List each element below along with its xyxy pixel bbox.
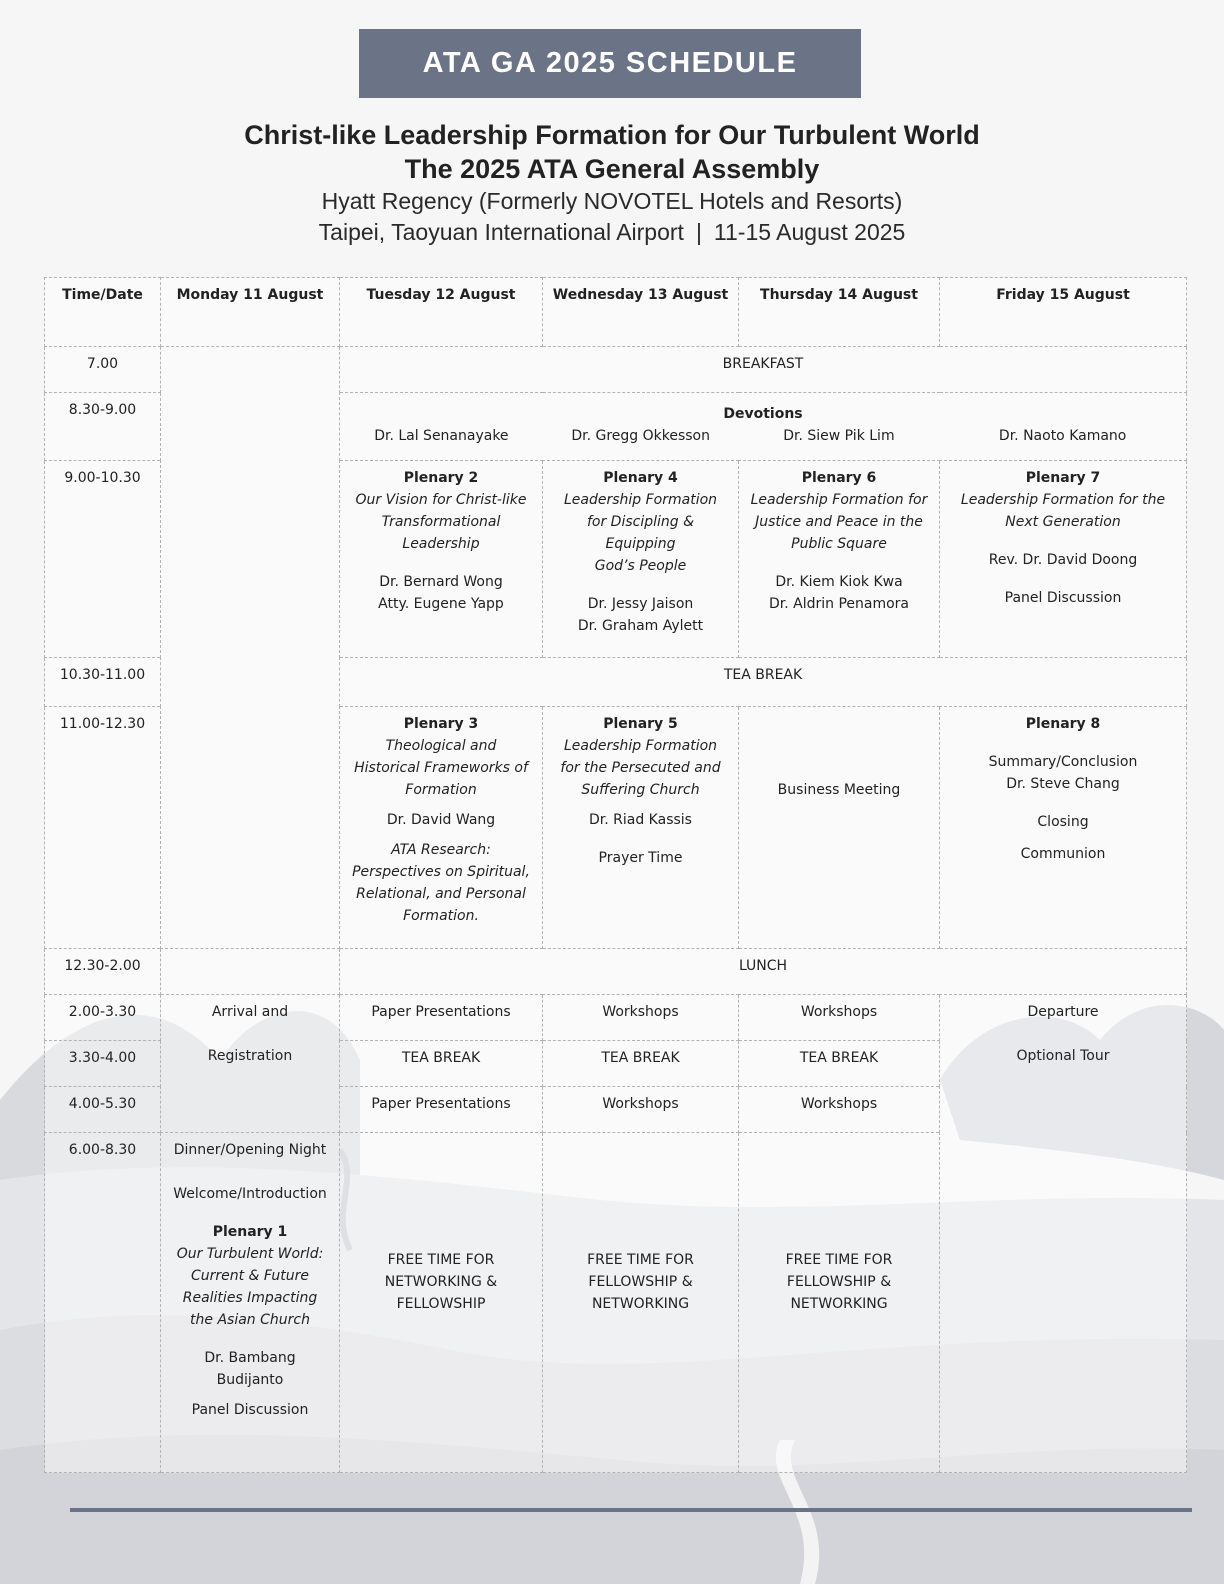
thursday-workshops: Workshops: [739, 995, 940, 1041]
session-topic: Leadership Formation for: [750, 492, 928, 508]
free-time-line: FELLOWSHIP &: [588, 1274, 693, 1290]
session-topic: Current & Future: [190, 1268, 310, 1284]
wednesday-workshops: Workshops: [543, 995, 739, 1041]
dinner-text: Dinner/Opening Night: [173, 1142, 327, 1158]
panel-discussion: Panel Discussion: [1004, 590, 1122, 606]
research-note: ATA Research:: [391, 842, 491, 858]
wednesday-plenary-5: [543, 707, 739, 949]
breakfast-cell: BREAKFAST: [340, 347, 1187, 393]
lunch-cell: LUNCH: [340, 949, 1187, 995]
time-cell: 2.00-3.30: [45, 995, 161, 1041]
session-topic: Formation: [405, 782, 477, 798]
session-topic: Leadership Formation for the: [960, 492, 1166, 508]
wednesday-tea-break: TEA BREAK: [543, 1041, 739, 1087]
business-meeting: Business Meeting: [777, 782, 901, 798]
wednesday-plenary-4: [543, 461, 739, 658]
session-topic: Leadership Formation: [563, 492, 718, 508]
header-time: Time/Date: [45, 278, 161, 347]
free-time-line: FREE TIME FOR: [785, 1252, 893, 1268]
prayer-time: Prayer Time: [598, 850, 683, 866]
free-time-line: FELLOWSHIP: [396, 1296, 486, 1312]
session-title: Plenary 5: [603, 716, 678, 732]
communion: Communion: [1020, 846, 1106, 862]
thursday-plenary-6: [739, 461, 940, 658]
separator: |: [695, 219, 702, 245]
header-wednesday: Wednesday 13 August: [543, 278, 739, 347]
friday-plenary-7: [940, 461, 1187, 658]
devotion-speaker: Dr. Naoto Kamano: [998, 428, 1127, 444]
tuesday-tea-break: TEA BREAK: [340, 1041, 543, 1087]
thursday-tea-break: TEA BREAK: [739, 1041, 940, 1087]
research-note: Perspectives on Spiritual,: [352, 864, 530, 880]
session-title: Plenary 1: [212, 1224, 288, 1240]
friday-departure: [940, 995, 1187, 1473]
departure-text: Departure: [1027, 1004, 1099, 1020]
wednesday-workshops: Workshops: [543, 1087, 739, 1133]
speaker: Dr. Kiem Kiok Kwa: [775, 574, 903, 590]
welcome-text: Welcome/Introduction: [173, 1186, 327, 1202]
speaker: Dr. David Wang: [386, 812, 496, 828]
row-afternoon-1: [45, 995, 1187, 1041]
session-topic: Our Turbulent World:: [176, 1246, 324, 1262]
session-topic: Transformational: [381, 514, 501, 530]
session-topic: Suffering Church: [581, 782, 700, 798]
devotion-speaker: Dr. Siew Pik Lim: [783, 428, 895, 444]
event-dates: 11-15 August 2025: [713, 219, 906, 245]
row-breakfast: [45, 347, 1187, 393]
speaker: Dr. Jessy Jaison: [587, 596, 694, 612]
devotions-speakers: [340, 425, 1186, 447]
free-time-line: NETWORKING: [790, 1296, 888, 1312]
session-topic: Next Generation: [1005, 514, 1121, 530]
time-cell: 10.30-11.00: [45, 658, 161, 707]
speaker: Dr. Riad Kassis: [589, 812, 692, 828]
tuesday-paper-presentations: Paper Presentations: [340, 995, 543, 1041]
devotions-cell: [340, 393, 1187, 461]
wednesday-free-time: [543, 1133, 739, 1473]
header-thursday: Thursday 14 August: [739, 278, 940, 347]
session-title: Plenary 6: [801, 470, 877, 486]
event-location: Taipei, Taoyuan International Airport: [318, 219, 684, 245]
tuesday-plenary-2: [340, 461, 543, 658]
session-topic: for Discipling &: [586, 514, 695, 530]
closing: Closing: [1037, 814, 1089, 830]
speaker: Dr. Bernard Wong: [379, 574, 503, 590]
session-title: Plenary 8: [1025, 716, 1101, 732]
session-topic: the Asian Church: [190, 1312, 310, 1328]
time-cell: 9.00-10.30: [45, 461, 161, 658]
friday-plenary-8: [940, 707, 1187, 949]
tuesday-free-time: [340, 1133, 543, 1473]
devotions-label: Devotions: [723, 406, 803, 422]
thursday-business-meeting: [739, 707, 940, 949]
panel-discussion: Panel Discussion: [191, 1402, 309, 1418]
event-location-line: [0, 217, 1224, 248]
event-venue: Hyatt Regency (Formerly NOVOTEL Hotels and Resorts): [321, 188, 903, 214]
session-topic: Our Vision for Christ-like: [355, 492, 527, 508]
time-cell: 12.30-2.00: [45, 949, 161, 995]
speaker: Atty. Eugene Yapp: [378, 596, 504, 612]
session-title: Plenary 2: [403, 470, 479, 486]
speaker: Dr. Aldrin Penamora: [768, 596, 910, 612]
devotion-speaker: Dr. Lal Senanayake: [374, 428, 509, 444]
monday-arrival: [161, 995, 340, 1133]
session-topic: Justice and Peace in the: [755, 514, 923, 530]
monday-morning-empty: [161, 347, 340, 949]
free-time-line: FELLOWSHIP &: [786, 1274, 892, 1290]
optional-tour-text: Optional Tour: [1016, 1048, 1110, 1064]
research-note: Formation.: [403, 908, 479, 924]
thursday-workshops: Workshops: [739, 1087, 940, 1133]
tuesday-plenary-3: [340, 707, 543, 949]
time-cell: 7.00: [45, 347, 161, 393]
registration-text: Registration: [207, 1048, 293, 1064]
time-cell: 11.00-12.30: [45, 707, 161, 949]
speaker: Dr. Bambang: [204, 1350, 296, 1366]
session-topic: Historical Frameworks of: [354, 760, 528, 776]
speaker: Rev. Dr. David Doong: [988, 552, 1138, 568]
session-topic: Realities Impacting: [182, 1290, 318, 1306]
footer-divider: [70, 1508, 1192, 1512]
thursday-free-time: [739, 1133, 940, 1473]
time-cell: 6.00-8.30: [45, 1133, 161, 1473]
devotion-speaker: Dr. Gregg Okkesson: [571, 428, 710, 444]
session-topic: Theological and: [385, 738, 497, 754]
monday-opening-night: [161, 1133, 340, 1473]
time-cell: 8.30-9.00: [45, 393, 161, 461]
event-heading: [0, 118, 1224, 248]
free-time-line: FREE TIME FOR: [587, 1252, 694, 1268]
free-time-line: FREE TIME FOR: [387, 1252, 495, 1268]
session-topic: Equipping: [605, 536, 676, 552]
speaker: Dr. Steve Chang: [1006, 776, 1120, 792]
header-tuesday: Tuesday 12 August: [340, 278, 543, 347]
schedule-banner: [359, 29, 861, 98]
tuesday-paper-presentations: Paper Presentations: [340, 1087, 543, 1133]
session-topic: Leadership Formation: [563, 738, 718, 754]
free-time-line: NETWORKING &: [384, 1274, 498, 1290]
session-topic: God’s People: [594, 558, 687, 574]
time-cell: 3.30-4.00: [45, 1041, 161, 1087]
header-row: [45, 278, 1187, 347]
research-note: Relational, and Personal: [356, 886, 526, 902]
arrival-text: Arrival and: [211, 1004, 289, 1020]
session-topic: Leadership: [402, 536, 480, 552]
session-title: Plenary 3: [403, 716, 479, 732]
event-name: The 2025 ATA General Assembly: [404, 154, 820, 184]
header-monday: Monday 11 August: [161, 278, 340, 347]
event-theme: Christ-like Leadership Formation for Our Turbulent World: [244, 120, 980, 150]
schedule-table: [44, 277, 1187, 1473]
tea-break-cell: TEA BREAK: [340, 658, 1187, 707]
summary: Summary/Conclusion: [988, 754, 1138, 770]
free-time-line: NETWORKING: [591, 1296, 690, 1312]
monday-lunch-empty: [161, 949, 340, 995]
session-title: Plenary 4: [603, 470, 678, 486]
row-lunch: [45, 949, 1187, 995]
speaker: Dr. Graham Aylett: [577, 618, 704, 634]
banner-title: ATA GA 2025 SCHEDULE: [422, 47, 798, 79]
time-cell: 4.00-5.30: [45, 1087, 161, 1133]
speaker: Budijanto: [216, 1372, 284, 1388]
session-topic: for the Persecuted and: [560, 760, 721, 776]
session-topic: Public Square: [791, 536, 887, 552]
session-title: Plenary 7: [1025, 470, 1101, 486]
header-friday: Friday 15 August: [940, 278, 1187, 347]
